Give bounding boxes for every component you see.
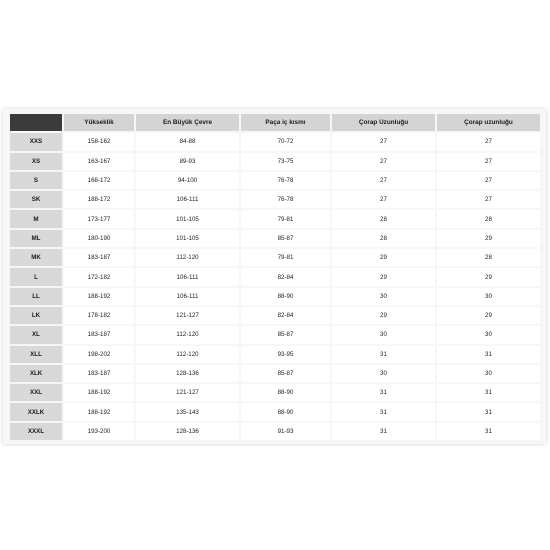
height-cell: 188-192 bbox=[64, 384, 134, 401]
sock-length-2-cell: 27 bbox=[437, 191, 540, 208]
chest-cell: 101-105 bbox=[136, 210, 239, 227]
chest-cell: 89-93 bbox=[136, 153, 239, 170]
chest-cell: 112-120 bbox=[136, 249, 239, 266]
chest-cell: 94-100 bbox=[136, 172, 239, 189]
sock-length-1-cell: 30 bbox=[332, 326, 435, 343]
chest-cell: 112-120 bbox=[136, 346, 239, 363]
size-cell: XXL bbox=[10, 384, 62, 401]
height-cell: 163-167 bbox=[64, 153, 134, 170]
chest-cell: 106-111 bbox=[136, 191, 239, 208]
table-row bbox=[10, 210, 540, 227]
inseam-cell: 85-87 bbox=[241, 365, 330, 382]
height-cell: 193-200 bbox=[64, 423, 134, 440]
size-cell: XL bbox=[10, 326, 62, 343]
height-cell: 183-187 bbox=[64, 249, 134, 266]
inseam-cell: 73-75 bbox=[241, 153, 330, 170]
inseam-cell: 79-81 bbox=[241, 249, 330, 266]
header-sock-length-1: Çorap Uzunluğu bbox=[332, 114, 435, 131]
height-cell: 188-192 bbox=[64, 288, 134, 305]
chest-cell: 84-88 bbox=[136, 133, 239, 150]
height-cell: 180-190 bbox=[64, 230, 134, 247]
chest-cell: 128-136 bbox=[136, 423, 239, 440]
sock-length-2-cell: 28 bbox=[437, 210, 540, 227]
inseam-cell: 85-87 bbox=[241, 326, 330, 343]
chest-cell: 135-143 bbox=[136, 403, 239, 420]
inseam-cell: 91-93 bbox=[241, 423, 330, 440]
height-cell: 168-172 bbox=[64, 172, 134, 189]
table-row bbox=[10, 268, 540, 285]
sock-length-1-cell: 27 bbox=[332, 153, 435, 170]
sock-length-2-cell: 31 bbox=[437, 423, 540, 440]
table-row bbox=[10, 249, 540, 266]
inseam-cell: 79-81 bbox=[241, 210, 330, 227]
header-chest: En Büyük Çevre bbox=[136, 114, 239, 131]
table-row bbox=[10, 191, 540, 208]
size-cell: LL bbox=[10, 288, 62, 305]
size-cell: S bbox=[10, 172, 62, 189]
sock-length-2-cell: 30 bbox=[437, 288, 540, 305]
table-row bbox=[10, 403, 540, 420]
inseam-cell: 82-84 bbox=[241, 268, 330, 285]
size-cell: XXXL bbox=[10, 423, 62, 440]
header-height: Yükseklik bbox=[64, 114, 134, 131]
sock-length-1-cell: 30 bbox=[332, 365, 435, 382]
sock-length-2-cell: 31 bbox=[437, 346, 540, 363]
header-inseam: Paça iç kısmı bbox=[241, 114, 330, 131]
sock-length-1-cell: 29 bbox=[332, 268, 435, 285]
sock-length-2-cell: 27 bbox=[437, 153, 540, 170]
size-cell: XLL bbox=[10, 346, 62, 363]
height-cell: 173-177 bbox=[64, 210, 134, 227]
sock-length-1-cell: 27 bbox=[332, 172, 435, 189]
sock-length-1-cell: 29 bbox=[332, 307, 435, 324]
sock-length-1-cell: 28 bbox=[332, 230, 435, 247]
inseam-cell: 88-90 bbox=[241, 403, 330, 420]
height-cell: 158-162 bbox=[64, 133, 134, 150]
sock-length-2-cell: 31 bbox=[437, 403, 540, 420]
chest-cell: 101-105 bbox=[136, 230, 239, 247]
table-row bbox=[10, 346, 540, 363]
size-cell: XS bbox=[10, 153, 62, 170]
sock-length-1-cell: 27 bbox=[332, 133, 435, 150]
size-cell: LK bbox=[10, 307, 62, 324]
table-row bbox=[10, 172, 540, 189]
sock-length-2-cell: 30 bbox=[437, 365, 540, 382]
size-cell: XLK bbox=[10, 365, 62, 382]
height-cell: 188-172 bbox=[64, 191, 134, 208]
height-cell: 172-182 bbox=[64, 268, 134, 285]
sock-length-2-cell: 27 bbox=[437, 133, 540, 150]
chest-cell: 128-136 bbox=[136, 365, 239, 382]
sock-length-1-cell: 29 bbox=[332, 249, 435, 266]
size-cell: SK bbox=[10, 191, 62, 208]
header-corner-cell bbox=[10, 114, 62, 131]
height-cell: 183-187 bbox=[64, 326, 134, 343]
chest-cell: 112-120 bbox=[136, 326, 239, 343]
sock-length-2-cell: 28 bbox=[437, 249, 540, 266]
chest-cell: 121-127 bbox=[136, 307, 239, 324]
size-cell: L bbox=[10, 268, 62, 285]
table-row bbox=[10, 326, 540, 343]
height-cell: 183-187 bbox=[64, 365, 134, 382]
inseam-cell: 85-87 bbox=[241, 230, 330, 247]
size-chart bbox=[3, 109, 546, 444]
table-row bbox=[10, 153, 540, 170]
height-cell: 198-202 bbox=[64, 346, 134, 363]
table-row bbox=[10, 133, 540, 150]
sock-length-2-cell: 27 bbox=[437, 172, 540, 189]
sock-length-2-cell: 31 bbox=[437, 384, 540, 401]
chest-cell: 106-111 bbox=[136, 268, 239, 285]
height-cell: 178-182 bbox=[64, 307, 134, 324]
table-row bbox=[10, 288, 540, 305]
sock-length-1-cell: 31 bbox=[332, 384, 435, 401]
height-cell: 188-192 bbox=[64, 403, 134, 420]
header-sock-length-2: Çorap uzunluğu bbox=[437, 114, 540, 131]
sock-length-2-cell: 29 bbox=[437, 230, 540, 247]
size-cell: XXLK bbox=[10, 403, 62, 420]
inseam-cell: 88-90 bbox=[241, 384, 330, 401]
size-cell: XXS bbox=[10, 133, 62, 150]
inseam-cell: 70-72 bbox=[241, 133, 330, 150]
table-header-row bbox=[10, 114, 540, 131]
inseam-cell: 76-78 bbox=[241, 191, 330, 208]
sock-length-1-cell: 30 bbox=[332, 288, 435, 305]
sock-length-2-cell: 29 bbox=[437, 307, 540, 324]
chest-cell: 121-127 bbox=[136, 384, 239, 401]
table-row bbox=[10, 307, 540, 324]
table-body bbox=[10, 133, 540, 440]
size-table bbox=[8, 112, 542, 442]
sock-length-1-cell: 31 bbox=[332, 346, 435, 363]
size-cell: MK bbox=[10, 249, 62, 266]
table-row bbox=[10, 365, 540, 382]
sock-length-1-cell: 27 bbox=[332, 191, 435, 208]
inseam-cell: 76-78 bbox=[241, 172, 330, 189]
table-row bbox=[10, 423, 540, 440]
table-row bbox=[10, 230, 540, 247]
chest-cell: 106-111 bbox=[136, 288, 239, 305]
inseam-cell: 88-90 bbox=[241, 288, 330, 305]
inseam-cell: 82-84 bbox=[241, 307, 330, 324]
size-cell: ML bbox=[10, 230, 62, 247]
sock-length-1-cell: 28 bbox=[332, 210, 435, 227]
sock-length-1-cell: 31 bbox=[332, 403, 435, 420]
inseam-cell: 93-95 bbox=[241, 346, 330, 363]
sock-length-1-cell: 31 bbox=[332, 423, 435, 440]
sock-length-2-cell: 30 bbox=[437, 326, 540, 343]
table-row bbox=[10, 384, 540, 401]
sock-length-2-cell: 29 bbox=[437, 268, 540, 285]
size-cell: M bbox=[10, 210, 62, 227]
